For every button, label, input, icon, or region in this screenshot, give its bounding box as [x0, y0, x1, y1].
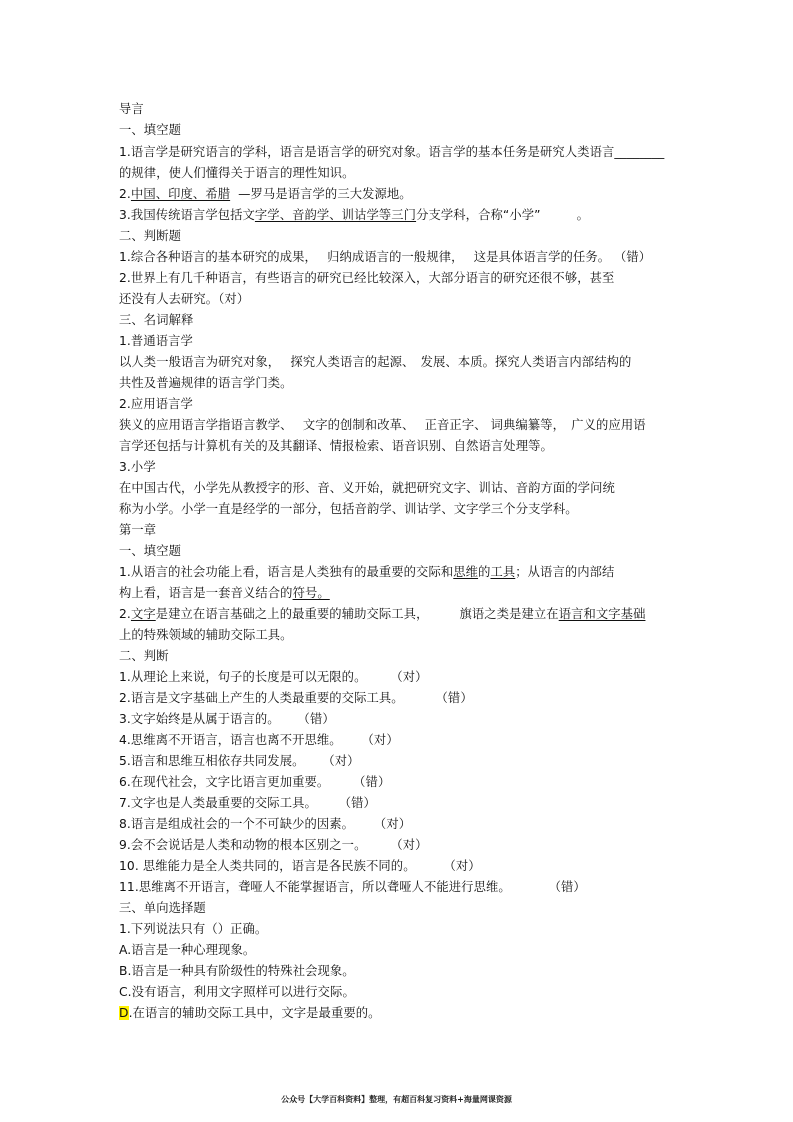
choice-option-d: D.在语言的辅助交际工具中，文字是最重要的。 — [119, 1006, 381, 1020]
term-2-line1: 狭义的应用语言学指语言教学、 文字的创制和改革、 正音正字、 词典编纂等， 广义的应用语 — [119, 418, 646, 432]
heading-fill-blank: 一、填空题 — [119, 123, 181, 137]
ch1-fill-q1-line2: 构上看，语言是一套音义结合的符号。 — [119, 586, 330, 600]
judge-item: 10. 思维能力是全人类共同的，语言是各民族不同的。 （对） — [119, 859, 481, 873]
term-1-line1: 以人类一般语言为研究对象， 探究人类语言的起源、 发展、本质。探究人类语言内部结构的 — [119, 355, 632, 369]
judge-item: 11.思维离不开语言，聋哑人不能掌握语言，所以聋哑人不能进行思维。 （错） — [119, 880, 586, 894]
heading-terms: 三、名词解释 — [119, 313, 194, 327]
judge-q2-line2: 还没有人去研究。（对） — [119, 292, 250, 306]
term-3-title: 3.小学 — [119, 460, 156, 474]
fill-q1-line1: 1.语言学是研究语言的学科，语言是语言学的研究对象。语言学的基本任务是研究人类语言________ — [119, 145, 665, 159]
judge-item: 1.从理论上来说，句子的长度是可以无限的。 （对） — [119, 670, 428, 684]
judge-item: 6.在现代社会，文字比语言更加重要。 （错） — [119, 775, 391, 789]
judge-item: 9.会不会说话是人类和动物的根本区别之一。 （对） — [119, 838, 428, 852]
judge-item: 8.语言是组成社会的一个不可缺少的因素。 （对） — [119, 817, 412, 831]
judge-q1: 1.综合各种语言的基本研究的成果， 归纳成语言的一般规律， 这是具体语言学的任务。 （错） — [119, 250, 652, 264]
section-title-intro: 导言 — [119, 102, 144, 116]
answer-highlight: D — [119, 1006, 129, 1020]
ch1-heading-choice: 三、单向选择题 — [119, 901, 206, 915]
fill-q2: 2.中国、印度、希腊 —罗马是语言学的三大发源地。 — [119, 187, 412, 201]
judge-item: 7.文字也是人类最重要的交际工具。 （错） — [119, 796, 376, 810]
judge-q2-line1: 2.世界上有几千种语言，有些语言的研究已经比较深入，大部分语言的研究还很不够，甚至 — [119, 271, 615, 285]
term-2-title: 2.应用语言学 — [119, 397, 193, 411]
term-1-title: 1.普通语言学 — [119, 334, 193, 348]
choice-option-a: A.语言是一种心理现象。 — [119, 943, 256, 957]
term-2-line2: 言学还包括与计算机有关的及其翻译、情报检索、语音识别、自然语言处理等。 — [119, 439, 553, 453]
ch1-fill-q2-line2: 上的特殊领域的辅助交际工具。 — [119, 628, 293, 642]
term-3-line1: 在中国古代，小学先从教授字的形、音、义开始，就把研究文字、训诂、音韵方面的学问统 — [119, 481, 615, 495]
chapter-1-title: 第一章 — [119, 523, 157, 537]
term-3-line2: 称为小学。小学一直是经学的一部分，包括音韵学、训诂学、文字学三个分支学科。 — [119, 502, 578, 516]
choice-option-c: C.没有语言，利用文字照样可以进行交际。 — [119, 985, 355, 999]
ch1-fill-q2-line1: 2.文字是建立在语言基础之上的最重要的辅助交际工具， 旗语之类是建立在语言和文字基础 — [119, 607, 646, 621]
heading-judge: 二、判断题 — [119, 229, 181, 243]
fill-q3: 3.我国传统语言学包括文字学、音韵学、训诂学等三门分支学科，合称“小学” 。 — [119, 208, 589, 222]
ch1-heading-judge: 二、判断 — [119, 649, 169, 663]
judge-item: 5.语言和思维互相依存共同发展。 （对） — [119, 754, 360, 768]
judge-item: 4.思维离不开语言，语言也离不开思维。 （对） — [119, 733, 399, 747]
ch1-heading-fill: 一、填空题 — [119, 544, 181, 558]
term-1-line2: 共性及普遍规律的语言学门类。 — [119, 376, 293, 390]
ch1-fill-q1-line1: 1.从语言的社会功能上看，语言是人类独有的最重要的交际和思维的工具；从语言的内部结 — [119, 565, 615, 579]
choice-option-b: B.语言是一种具有阶级性的特殊社会现象。 — [119, 964, 355, 978]
judge-item: 3.文字始终是从属于语言的。 （错） — [119, 712, 335, 726]
page-footer: 公众号【大学百科资料】整理，有超百科复习资料+海量网课资源 — [281, 1094, 512, 1104]
judge-item: 2.语言是文字基础上产生的人类最重要的交际工具。 （错） — [119, 691, 473, 705]
choice-question: 1.下列说法只有（）正确。 — [119, 922, 268, 936]
fill-q1-line2: 的规律，使人们懂得关于语言的理性知识。 — [119, 166, 355, 180]
